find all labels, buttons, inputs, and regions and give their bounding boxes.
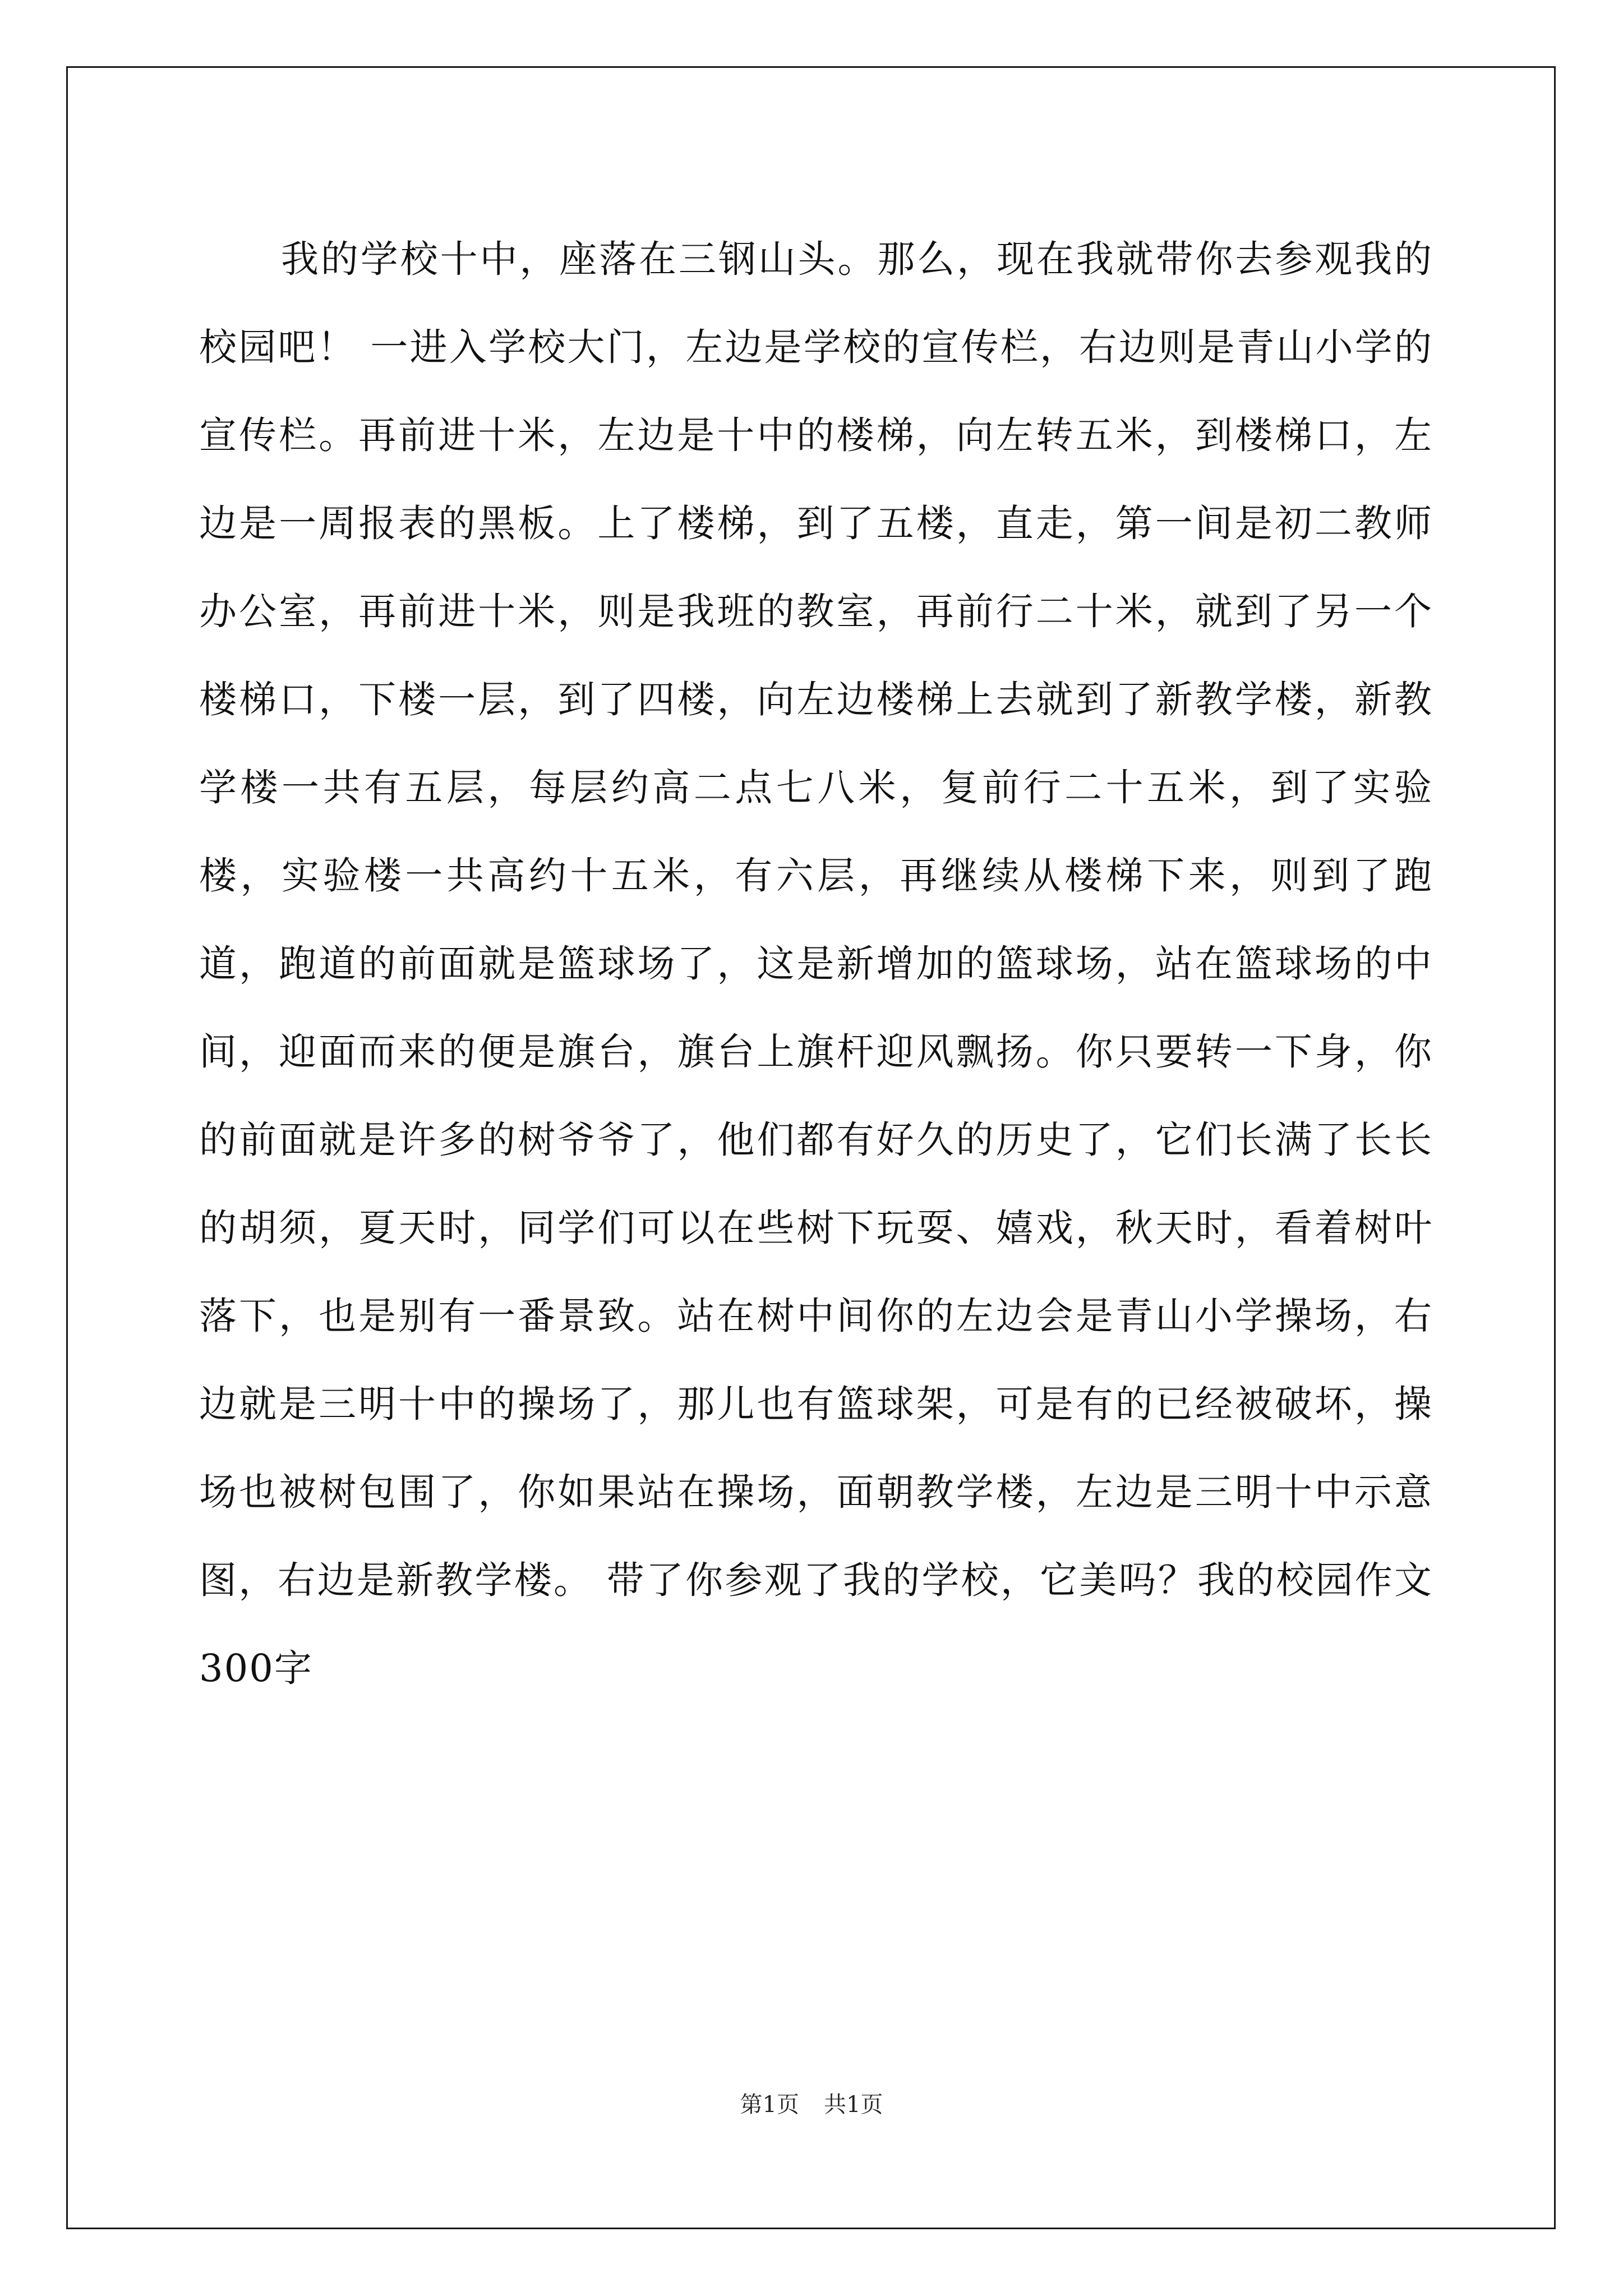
page-number: 第1页 bbox=[740, 2092, 799, 2118]
essay-body-text: 我的学校十中，座落在三钢山头。那么，现在我就带你去参观我的校园吧！ 一进入学校大门，左边是学校的宣传栏，右边则是青山小学的宣传栏。再前进十米，左边是十中的楼梯，向左转五米，到楼梯口，左边是一周报表的黑板。上了楼梯，到了五楼，直走，第一间是初二教师办公室，再前进十米，则是我班的教室，再前行二十米，就到了另一个楼梯口，下楼一层，到了四楼，向左边楼梯上去就到了新教学楼，新教学楼一共有五层，每层约高二点七八米，复前行二十五米，到了实验楼，实验楼一共高约十五米，有六层，再继续从楼梯下来，则到了跑道，跑道的前面就是篮球场了，这是新增加的篮球场，站在篮球场的中间，迎面而来的便是旗台，旗台上旗杆迎风飘扬。你只要转一下身，你的前面就是许多的树爷爷了，他们都有好久的历史了，它们长满了长长的胡须，夏天时，同学们可以在些树下玩耍、嬉戏，秋天时，看着树叶落下，也是别有一番景致。站在树中间你的左边会是青山小学操场，右边就是三明十中的操场了，那儿也有篮球架，可是有的已经被破坏，操场也被树包围了，你如果站在操场，面朝教学楼，左边是三明十中示意图，右边是新教学楼。 带了你参观了我的学校，它美吗？我的校园作文300字 bbox=[199, 237, 1433, 1690]
page-total: 共1页 bbox=[824, 2092, 883, 2118]
page-footer bbox=[0, 2088, 1623, 2122]
